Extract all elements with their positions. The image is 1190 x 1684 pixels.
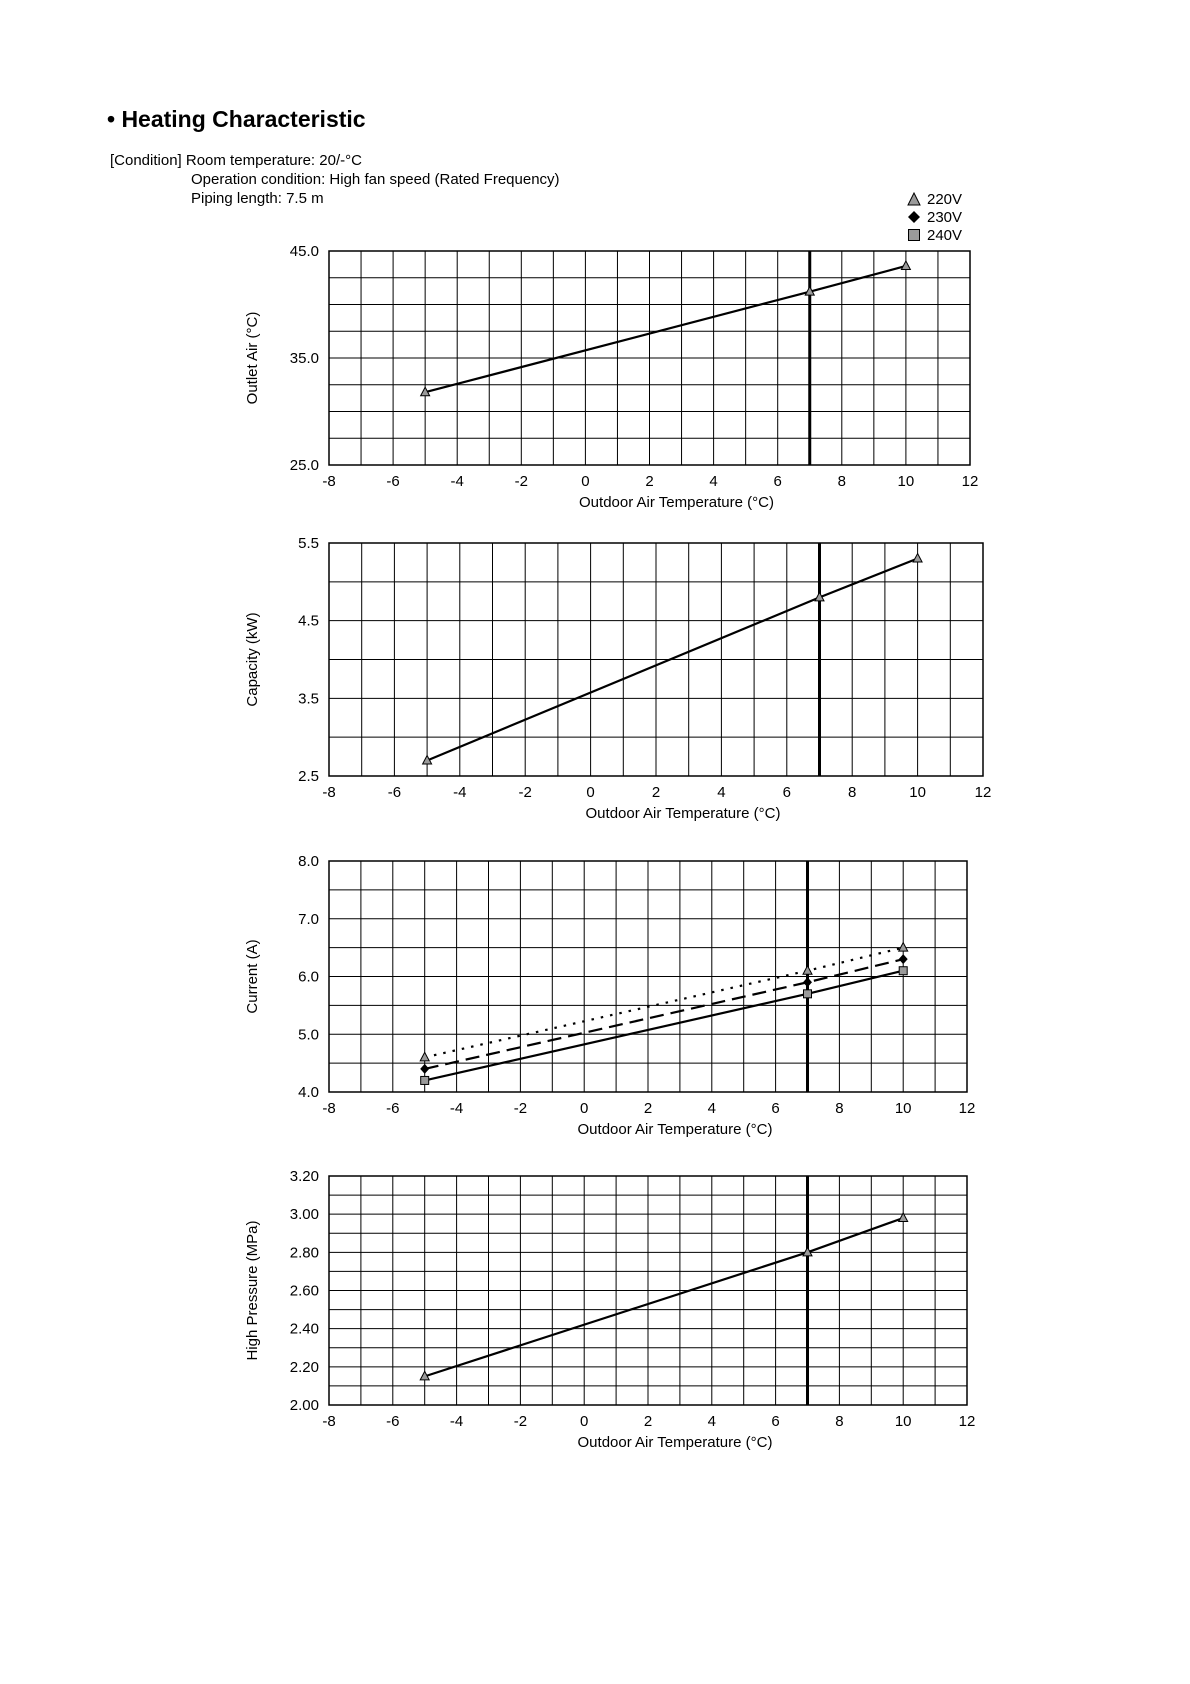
x-tick-label: -6 bbox=[386, 1100, 400, 1117]
y-tick-label: 5.0 bbox=[298, 1026, 319, 1044]
x-axis-label: Outdoor Air Temperature (°C) bbox=[577, 1121, 773, 1138]
x-tick-label: 10 bbox=[909, 784, 926, 801]
series-square bbox=[421, 967, 908, 1085]
x-tick-label: 0 bbox=[580, 1413, 589, 1430]
series-line bbox=[425, 959, 904, 1069]
x-tick-label: 8 bbox=[835, 1413, 844, 1430]
data-point-square bbox=[804, 990, 812, 998]
x-tick-label: -6 bbox=[387, 784, 402, 801]
x-tick-label: -6 bbox=[386, 473, 400, 490]
condition-piping-length: Piping length: 7.5 m bbox=[191, 190, 324, 207]
series-triangle bbox=[420, 943, 908, 1061]
data-point-diamond bbox=[803, 977, 812, 987]
x-tick-label: 2 bbox=[643, 1413, 653, 1430]
high-pressure-chart bbox=[244, 1168, 975, 1451]
x-tick-label: 4 bbox=[709, 473, 718, 490]
y-axis-label: Outlet Air (°C) bbox=[244, 311, 261, 405]
x-tick-label: 10 bbox=[894, 1413, 912, 1430]
y-tick-label: 25.0 bbox=[289, 457, 319, 474]
x-tick-label: 0 bbox=[581, 473, 590, 490]
x-tick-label: 10 bbox=[897, 473, 915, 490]
x-tick-label: -8 bbox=[322, 473, 336, 490]
x-tick-label: -2 bbox=[513, 1100, 528, 1117]
y-tick-label: 2.60 bbox=[289, 1282, 319, 1300]
outlet-air-chart bbox=[244, 243, 978, 511]
legend-label-220v: 220V bbox=[927, 190, 963, 208]
x-tick-label: 4 bbox=[707, 1413, 716, 1430]
y-tick-label: 45.0 bbox=[289, 243, 319, 260]
series-line bbox=[425, 266, 906, 392]
y-tick-label: 2.20 bbox=[289, 1358, 319, 1376]
x-tick-label: -4 bbox=[450, 473, 464, 490]
series-triangle bbox=[420, 1213, 908, 1380]
y-tick-label: 4.5 bbox=[298, 612, 319, 630]
x-tick-label: 0 bbox=[586, 784, 595, 801]
x-tick-label: -8 bbox=[322, 1413, 336, 1430]
page-title: • Heating Characteristic bbox=[107, 106, 366, 132]
x-tick-label: -4 bbox=[453, 784, 467, 801]
x-tick-label: 8 bbox=[848, 784, 857, 801]
x-tick-label: 12 bbox=[974, 784, 992, 801]
x-tick-label: -4 bbox=[449, 1413, 464, 1430]
y-tick-label: 35.0 bbox=[289, 350, 319, 367]
x-axis-label: Outdoor Air Temperature (°C) bbox=[579, 494, 774, 511]
x-tick-label: 12 bbox=[958, 1413, 976, 1430]
x-tick-label: 4 bbox=[707, 1100, 716, 1117]
y-tick-label: 2.40 bbox=[289, 1320, 319, 1338]
data-point-triangle bbox=[420, 1052, 429, 1061]
y-tick-label: 4.0 bbox=[298, 1084, 319, 1101]
x-tick-label: -2 bbox=[514, 473, 528, 490]
x-tick-label: 12 bbox=[961, 473, 979, 490]
data-point-triangle bbox=[803, 966, 812, 975]
series-diamond bbox=[420, 954, 908, 1074]
y-tick-label: 7.0 bbox=[298, 910, 319, 928]
y-axis-label: High Pressure (MPa) bbox=[244, 1220, 261, 1361]
x-tick-label: 6 bbox=[773, 473, 782, 490]
x-tick-label: -6 bbox=[386, 1413, 400, 1430]
condition-operation: Operation condition: High fan speed (Rated Frequency) bbox=[191, 171, 560, 188]
data-point-diamond bbox=[420, 1064, 429, 1074]
series-triangle bbox=[421, 261, 911, 396]
y-tick-label: 3.5 bbox=[298, 690, 319, 708]
x-tick-label: 6 bbox=[771, 1413, 780, 1430]
data-point-square bbox=[899, 967, 907, 975]
data-point-triangle bbox=[901, 261, 910, 270]
y-axis-label: Capacity (kW) bbox=[244, 612, 261, 707]
x-tick-label: -2 bbox=[513, 1413, 528, 1430]
y-tick-label: 2.00 bbox=[289, 1397, 319, 1414]
data-point-triangle bbox=[913, 554, 922, 563]
x-tick-label: -8 bbox=[322, 1100, 336, 1117]
data-point-triangle bbox=[899, 943, 908, 952]
series-triangle bbox=[423, 554, 922, 764]
y-tick-label: 2.5 bbox=[298, 768, 319, 785]
legend-label-230v: 230V bbox=[927, 208, 963, 226]
x-tick-label: 6 bbox=[782, 784, 791, 801]
y-tick-label: 8.0 bbox=[298, 853, 319, 870]
x-tick-label: 0 bbox=[580, 1100, 589, 1117]
x-axis-label: Outdoor Air Temperature (°C) bbox=[577, 1434, 773, 1451]
y-tick-label: 3.20 bbox=[289, 1168, 319, 1185]
data-point-diamond bbox=[899, 954, 908, 964]
y-tick-label: 6.0 bbox=[298, 968, 319, 986]
capacity-chart bbox=[244, 535, 991, 822]
legend-label-240v: 240V bbox=[927, 226, 963, 244]
y-tick-label: 3.00 bbox=[289, 1206, 319, 1224]
x-tick-label: 2 bbox=[651, 784, 661, 801]
series-line bbox=[425, 948, 904, 1058]
x-tick-label: 8 bbox=[837, 473, 846, 490]
x-tick-label: -4 bbox=[449, 1100, 464, 1117]
x-tick-label: -2 bbox=[518, 784, 532, 801]
x-tick-label: 8 bbox=[835, 1100, 844, 1117]
x-tick-label: 10 bbox=[894, 1100, 912, 1117]
y-tick-label: 5.5 bbox=[298, 535, 319, 552]
x-tick-label: 4 bbox=[717, 784, 726, 801]
data-point-square bbox=[421, 1076, 429, 1084]
current-chart bbox=[244, 853, 975, 1138]
x-axis-label: Outdoor Air Temperature (°C) bbox=[585, 805, 781, 822]
y-tick-label: 2.80 bbox=[289, 1244, 319, 1262]
condition-room-temperature: [Condition] Room temperature: 20/-°C bbox=[110, 152, 362, 169]
x-tick-label: 2 bbox=[643, 1100, 653, 1117]
x-tick-label: 6 bbox=[771, 1100, 780, 1117]
series-line bbox=[425, 1218, 904, 1376]
x-tick-label: -8 bbox=[322, 784, 336, 801]
x-tick-label: 12 bbox=[958, 1100, 976, 1117]
x-tick-label: 2 bbox=[645, 473, 654, 490]
series-line bbox=[425, 971, 904, 1081]
y-axis-label: Current (A) bbox=[244, 939, 261, 1014]
